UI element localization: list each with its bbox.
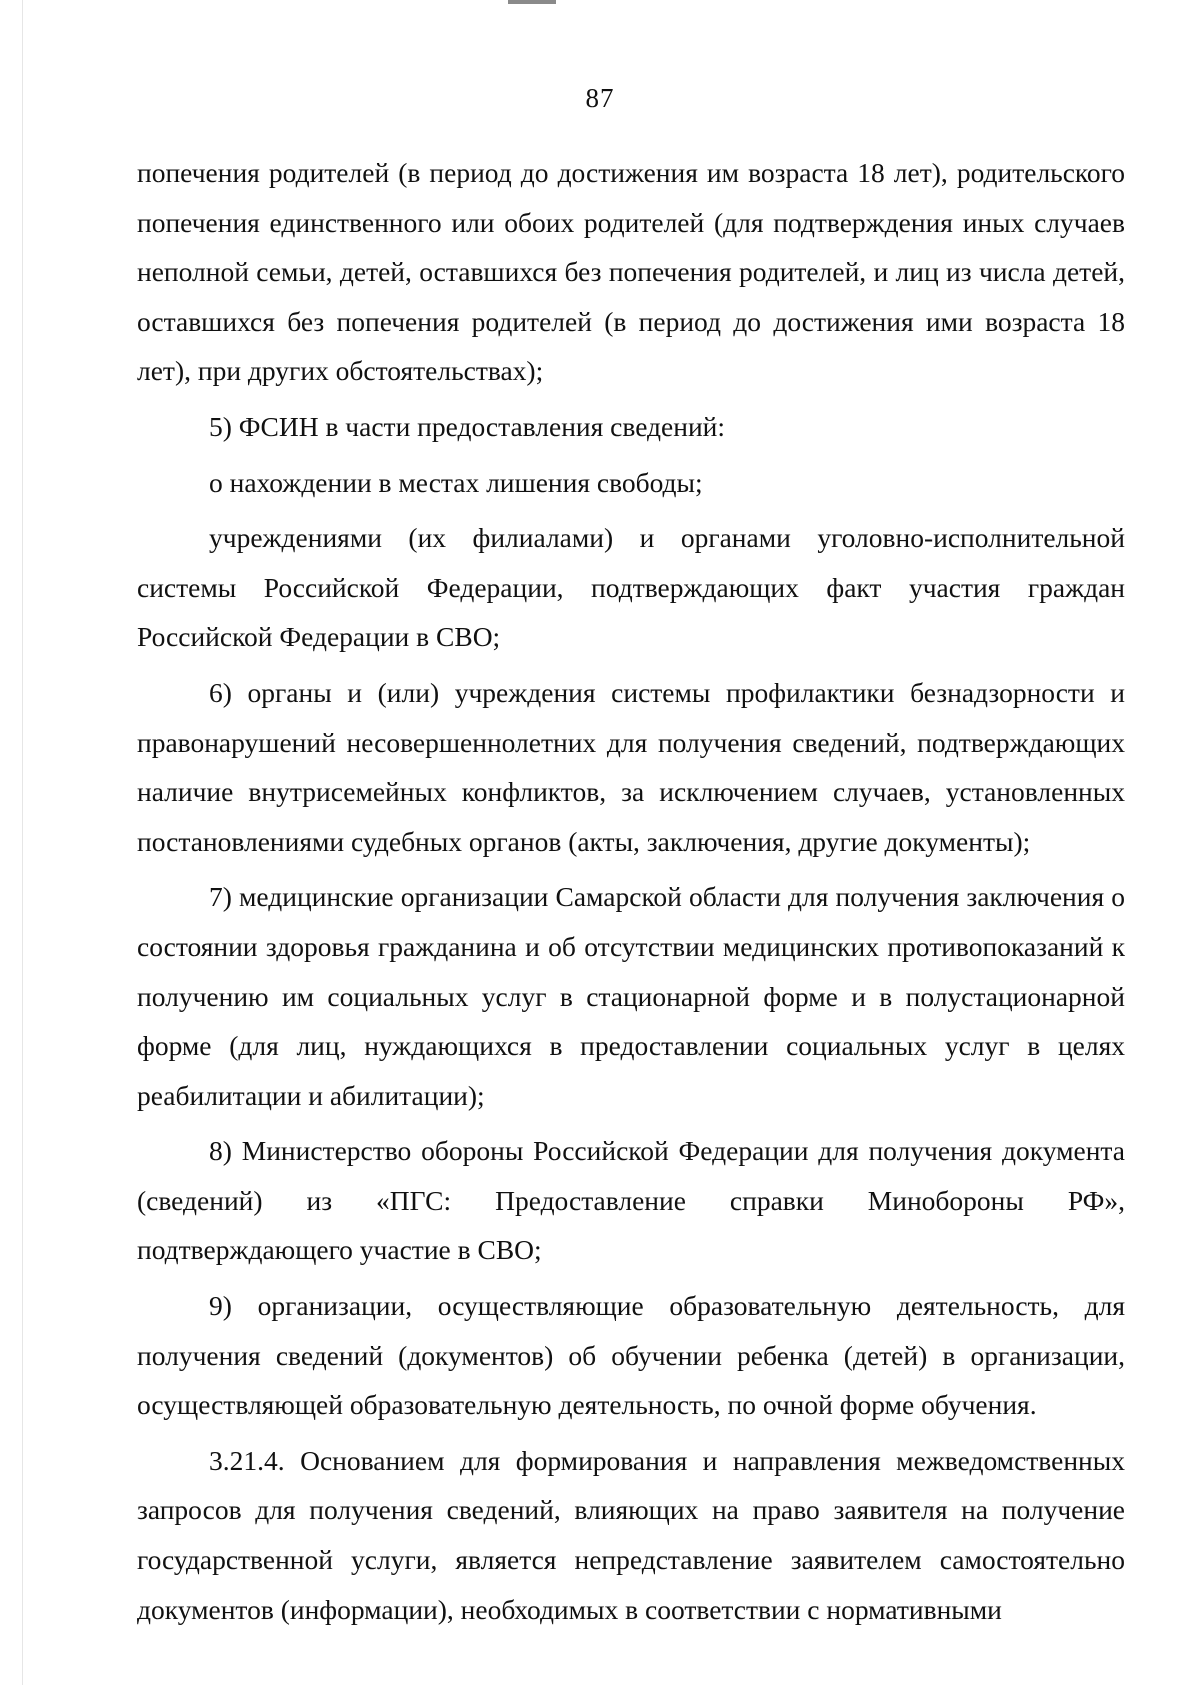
scan-artifact-top (508, 0, 556, 4)
paragraph-item-6: 6) органы и (или) учреждения системы профилактики безнадзорности и правонарушений несовершеннолетних для получения сведений, подтверждающих наличие внутрисемейных конфликтов, за исключением случаев, установленных постановлениями судебных органов (акты, заключения, другие документы); (137, 676, 1125, 857)
paragraph-3-21-4: 3.21.4. Основанием для формирования и направления межведомственных запросов для получения сведений, влияющих на право заявителя на получение государственной услуги, является непредставление заявителем самостоятельно документов (информации), необходимых в соответствии с нормативными (137, 1444, 1125, 1625)
paragraph-item-5-institutions: учреждениями (их филиалами) и органами уголовно-исполнительной системы Российской Федерации, подтверждающих факт участия граждан Российской Федерации в СВО; (137, 522, 1125, 653)
paragraph-item-7: 7) медицинские организации Самарской области для получения заключения о состоянии здоровья гражданина и об отсутствии медицинских противопоказаний к получению им социальных услуг в стационарной форме и в полустационарной форме (для лиц, нуждающихся в предоставлении социальных услуг в целях реабилитации и абилитации); (137, 881, 1125, 1111)
paragraph-continuation: попечения родителей (в период до достижения им возраста 18 лет), родительского попечения единственного или обоих родителей (для подтверждения иных случаев неполной семьи, детей, оставшихся без попечения родителей, и лиц из числа детей, оставшихся без попечения родителей (в период до достижения ими возраста 18 лет), при других обстоятельствах); (137, 157, 1125, 387)
document-body (137, 148, 1125, 1640)
page-number: 87 (585, 83, 615, 113)
paragraph-item-5-fsin: 5) ФСИН в части предоставления сведений: (209, 410, 726, 442)
paragraph-item-5-detention: о нахождении в местах лишения свободы; (209, 466, 703, 498)
scan-artifact-left-edge (22, 0, 23, 1685)
paragraph-item-9: 9) организации, осуществляющие образовательную деятельность, для получения сведений (документов) об обучении ребенка (детей) в организации, осуществляющей образовательную деятельность, по очной форме обучения. (137, 1290, 1125, 1421)
paragraph-item-8: 8) Министерство обороны Российской Федерации для получения документа (сведений) из «ПГС: Предоставление справки Минобороны РФ», подтверждающего участие в СВО; (137, 1135, 1125, 1266)
